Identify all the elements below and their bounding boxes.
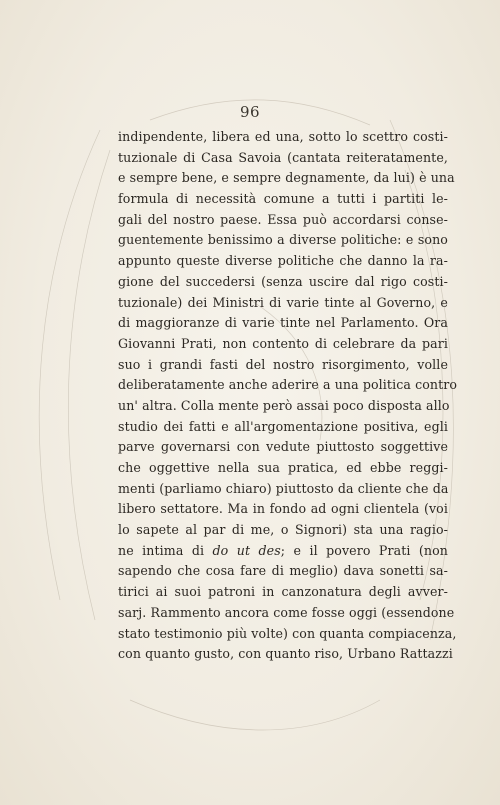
text-line: menti (parliamo chiaro) piuttosto da cliente che da (118, 480, 449, 496)
text-line: che oggettive nella sua pratica, ed ebbe reggi- (118, 460, 448, 475)
text-line: di maggioranze di varie tinte nel Parlamento. Ora (118, 315, 448, 331)
text-line: tuzionale di Casa Savoia (cantata reiteratamente, (118, 149, 448, 165)
text-line: guentemente benissimo a diverse politiche: e sono (118, 232, 448, 248)
text-line: suo i grandi fasti del nostro risorgimento, volle (118, 356, 448, 372)
text-line: stato testimonio più volte) con quanta compiacenza, (118, 625, 457, 641)
text-line: formula di necessità comune a tutti i partiti le- (118, 191, 448, 207)
latin-phrase: do ut des (212, 542, 281, 558)
text-line: lo sapete al par di me, o Signori) sta una ragio- (118, 522, 448, 538)
page-number: 96 (239, 103, 261, 121)
text-line: gione del succedersi (senza uscire dal rigo costi- (118, 273, 448, 289)
text-line: e sempre bene, e sempre degnamente, da lui) è una (118, 170, 455, 186)
text-line: libero settatore. Ma in fondo ad ogni clientela (voi (118, 501, 448, 517)
text-line: ne intima di do ut des; e il povero Prati (non (118, 542, 448, 558)
text-line: con quanto gusto, con quanto riso, Urbano Rattazzi (118, 646, 453, 662)
text-line: gali del nostro paese. Essa può accordarsi conse- (118, 211, 448, 227)
body-text (118, 127, 458, 665)
text-line: Giovanni Prati, non contento di celebrare da pari (118, 335, 448, 351)
text-line: appunto queste diverse politiche che danno la ra- (118, 253, 448, 269)
text-line: sarj. Rammento ancora come fosse oggi (essendone (118, 604, 455, 620)
text-line: parve governarsi con vedute piuttosto soggettive (118, 439, 448, 455)
text-line: tuzionale) dei Ministri di varie tinte al Governo, e (118, 294, 448, 310)
text-line: tirici ai suoi patroni in canzonatura degli avver- (118, 584, 448, 600)
text-line: un' altra. Colla mente però assai poco disposta allo (118, 397, 450, 413)
text-line: deliberatamente anche aderire a una politica contro (118, 377, 458, 393)
text-line: sapendo che cosa fare di meglio) dava sonetti sa- (118, 563, 448, 579)
text-line: studio dei fatti e all'argomentazione positiva, egli (118, 418, 448, 434)
text-line: indipendente, libera ed una, sotto lo scettro costi- (118, 129, 448, 144)
